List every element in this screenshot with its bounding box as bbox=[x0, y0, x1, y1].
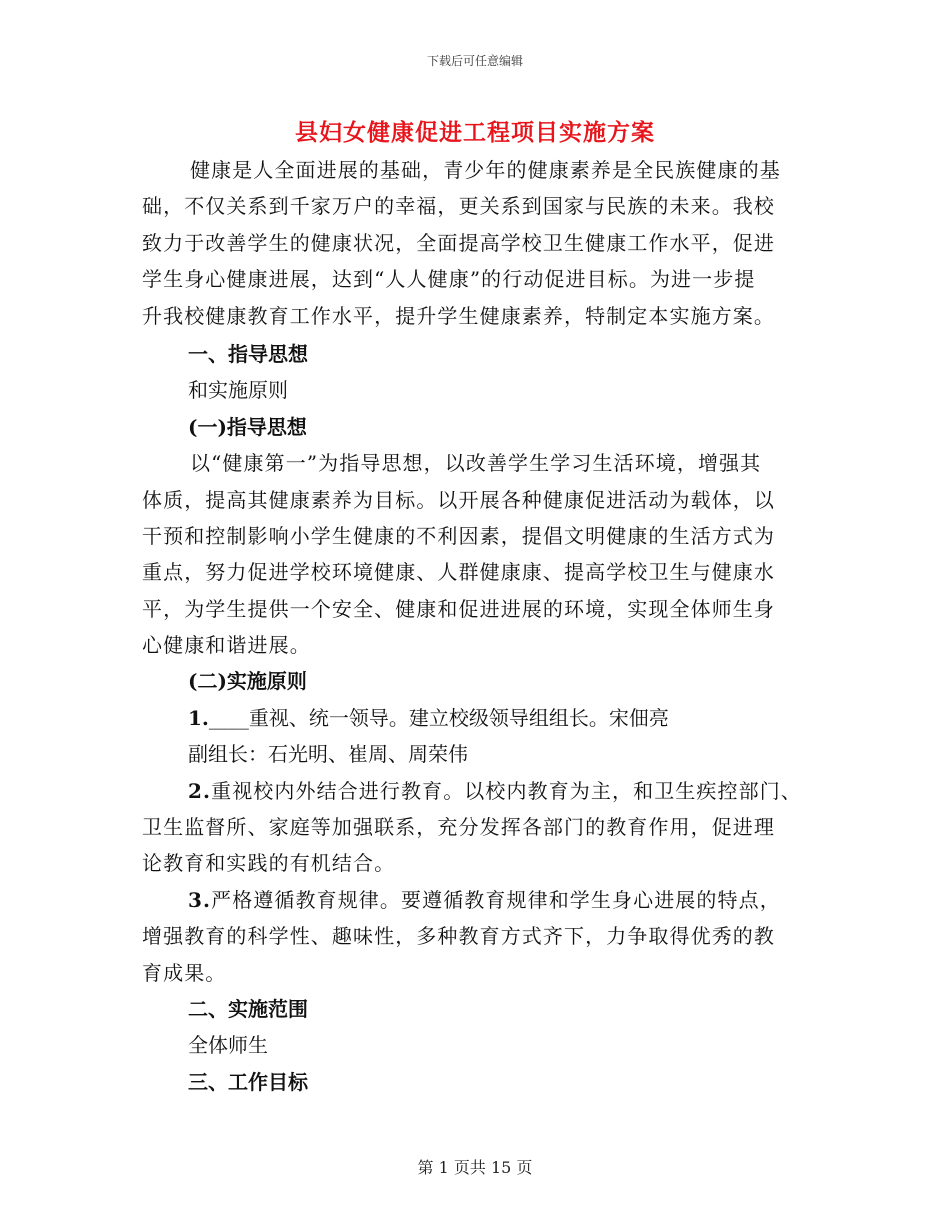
intro-paragraph bbox=[142, 152, 810, 334]
paragraph-line: 以“健康第一”为指导思想，以改善学生学习生活环境，增强其 bbox=[190, 451, 762, 476]
intro-line: 学生身心健康进展，达到“人人健康”的行动促进目标。为进一步提 bbox=[142, 267, 756, 292]
paragraph-line: 重点，努力促进学校环境健康、人群健康康、提高学校卫生与健康水 bbox=[142, 560, 775, 585]
deputy-leaders: 副组长：石光明、崔周、周荣伟 bbox=[188, 742, 468, 767]
list-item-text: 严格遵循教育规律。要遵循教育规律和学生身心进展的特点， bbox=[211, 887, 781, 912]
paragraph-line: 论教育和实践的有机结合。 bbox=[142, 851, 396, 876]
page-footer: 第 1 页共 15 页 bbox=[417, 1158, 533, 1177]
paragraph-line: 体质，提高其健康素养为目标。以开展各种健康促进活动为载体，以 bbox=[142, 487, 775, 512]
paragraph-line: 育成果。 bbox=[142, 960, 227, 985]
document-title: 县妇女健康促进工程项目实施方案 bbox=[295, 119, 655, 146]
paragraph-line: 干预和控制影响小学生健康的不利因素，提倡文明健康的生活方式为 bbox=[142, 523, 775, 548]
section1-subtitle: 和实施原则 bbox=[188, 378, 288, 403]
list-number: 3. bbox=[188, 887, 212, 912]
intro-line: 础，不仅关系到千家万户的幸福，更关系到国家与民族的未来。我校 bbox=[142, 194, 775, 219]
page-header: 下载后可任意编辑 bbox=[426, 54, 523, 68]
list-item-3 bbox=[142, 882, 810, 991]
list-item-text: ____重视、统一领导。建立校级领导组组长。宋佃亮 bbox=[208, 705, 669, 730]
intro-line: 致力于改善学生的健康状况，全面提高学校卫生健康工作水平，促进 bbox=[142, 230, 775, 255]
guiding-thought-paragraph bbox=[142, 445, 810, 663]
paragraph-line: 卫生监督所、家庭等加强联系，充分发挥各部门的教育作用，促进理 bbox=[142, 815, 775, 840]
list-number: 2. bbox=[188, 778, 212, 803]
paragraph-line: 平，为学生提供一个安全、健康和促进进展的环境，实现全体师生身 bbox=[142, 596, 775, 621]
list-number: 1. bbox=[188, 705, 209, 730]
paragraph-line: 心健康和谐进展。 bbox=[142, 633, 311, 658]
list-item-first-line bbox=[142, 882, 810, 918]
sub2-heading: (二)实施原则 bbox=[188, 669, 307, 694]
document-body bbox=[142, 152, 810, 1100]
section3-heading: 三、工作目标 bbox=[188, 1069, 308, 1094]
list-item-text: 重视校内外结合进行教育。以校内教育为主，和卫生疾控部门、 bbox=[211, 778, 802, 803]
paragraph-line: 增强教育的科学性、趣味性，多种教育方式齐下，力争取得优秀的教 bbox=[142, 924, 775, 949]
list-item-1 bbox=[142, 700, 810, 736]
section1-heading: 一、指导思想 bbox=[188, 341, 308, 366]
intro-line: 健康是人全面进展的基础，青少年的健康素养是全民族健康的基 bbox=[190, 158, 781, 182]
section2-heading: 二、实施范围 bbox=[188, 996, 308, 1021]
intro-line: 升我校健康教育工作水平，提升学生健康素养，特制定本实施方案。 bbox=[142, 303, 775, 328]
section2-text: 全体师生 bbox=[188, 1033, 268, 1058]
list-item-2 bbox=[142, 773, 810, 882]
list-item-first-line bbox=[142, 773, 810, 809]
sub1-heading: (一)指导思想 bbox=[188, 414, 307, 439]
